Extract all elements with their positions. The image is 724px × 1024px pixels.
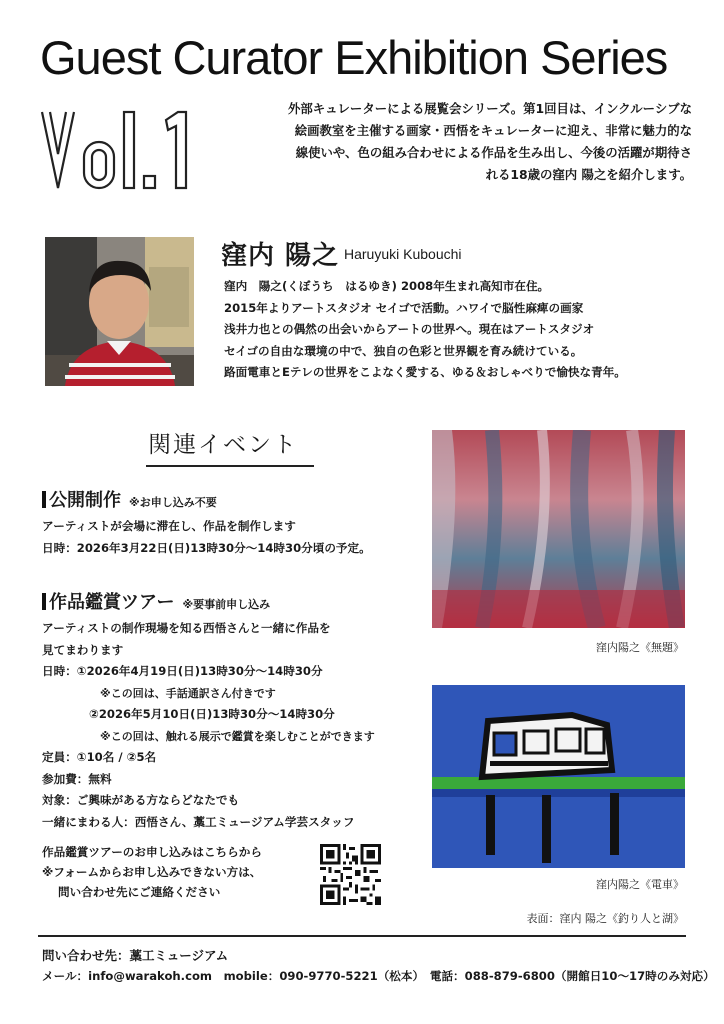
apply-line: 問い合わせ先にご連絡ください	[58, 885, 221, 899]
intro-line: 外部キュレーターによる展覧会シリーズ。第1回目は、インクルーシブな	[287, 101, 692, 116]
artist-name-jp: 窪内 陽之	[221, 241, 340, 271]
intro-line: 線使いや、色の組み合わせによる作品を生み出し、今後の活躍が期待さ	[295, 145, 692, 160]
public-production-title	[42, 486, 371, 512]
date-1: ①2026年4月19日(日)13時30分～14時30分	[76, 664, 323, 678]
series-title: Guest Curator Exhibition Series	[40, 31, 668, 84]
section-title-text: 作品鑑賞ツアー	[49, 592, 175, 613]
date-1-note: ※この回は、手話通訳さん付きです	[100, 686, 276, 700]
date-label: 日時：	[42, 664, 77, 678]
date-2: ②2026年5月10日(日)13時30分～14時30分	[89, 707, 335, 721]
section-marker	[42, 593, 46, 610]
tour-target: 対象：ご興味がある方ならどなたでも	[42, 793, 240, 807]
caption-train: 窪内陽之《電車》	[596, 878, 684, 891]
artist-bio	[224, 276, 694, 384]
bio-line: 2015年よりアートスタジオ セイゴで活動。ハワイで脳性麻痺の画家	[224, 300, 584, 315]
artist-photo	[45, 237, 194, 386]
intro-line: 絵画教室を主催する画家・西悟をキュレーターに迎え、非常に魅力的な	[294, 123, 692, 138]
section-note: ※要事前申し込み	[182, 598, 271, 611]
qr-code[interactable]	[320, 844, 381, 905]
tour-date-1	[42, 661, 375, 683]
intro-line: れる18歳の窪内 陽之を紹介します。	[485, 167, 692, 182]
apply-line: ※フォームからお申し込みできない方は、	[42, 865, 262, 879]
bio-line: 窪内 陽之(くぼうち はるゆき) 2008年生まれ高知市在住。	[224, 279, 550, 293]
tour-capacity: 定員：①10名 / ②5名	[42, 750, 157, 764]
bio-line: 浅井力也との偶然の出会いからアートの世界へ。現在はアートスタジオ	[224, 322, 595, 336]
public-production-date: 日時：2026年3月22日(日)13時30分～14時30分頃の予定。	[42, 540, 371, 555]
tour-title	[42, 588, 375, 614]
section-title-text: 公開制作	[49, 490, 121, 511]
public-production-desc: アーティストが会場に滞在し、作品を制作します	[42, 519, 296, 533]
section-marker	[42, 491, 46, 508]
artwork-train	[432, 685, 685, 868]
tour-desc-line: 見てまわります	[42, 642, 124, 657]
date-2-note: ※この回は、触れる展示で鑑賞を楽しむことができます	[100, 729, 375, 743]
contact-label: 問い合わせ先：藁工ミュージアム	[42, 948, 229, 963]
tour-section	[42, 588, 375, 833]
volume-label	[38, 104, 198, 196]
public-production-section	[42, 486, 371, 559]
apply-line: 作品鑑賞ツアーのお申し込みはこちらから	[42, 845, 262, 859]
apply-instructions	[42, 842, 262, 902]
artwork-untitled	[432, 430, 685, 628]
heading-underline	[146, 465, 314, 467]
footer-divider	[38, 935, 686, 937]
artist-name-en: Haruyuki Kubouchi	[344, 246, 462, 262]
tour-desc-line: アーティストの制作現場を知る西悟さんと一緒に作品を	[42, 621, 331, 635]
tour-fee: 参加費：無料	[42, 771, 112, 786]
bio-line: セイゴの自由な環境の中で、独自の色彩と世界観を育み続けている。	[224, 343, 583, 358]
tour-companions: 一緒にまわる人：西悟さん、藁工ミュージアム学芸スタッフ	[42, 814, 355, 829]
section-note: ※お申し込み不要	[129, 496, 217, 509]
contact-details: メール：info@warakoh.com mobile：090-9770-5221（松本） 電話：088-879-6800（開館日10～17時のみ対応）	[42, 969, 715, 983]
intro-paragraph	[204, 98, 692, 186]
cover-credit: 表面：窪内 陽之《釣り人と湖》	[526, 912, 684, 925]
caption-untitled: 窪内陽之《無題》	[596, 641, 684, 654]
bio-line: 路面電車とEテレの世界をこよなく愛する、ゆる＆おしゃべりで愉快な青年。	[224, 365, 626, 379]
events-heading: 関連イベント	[148, 432, 298, 458]
